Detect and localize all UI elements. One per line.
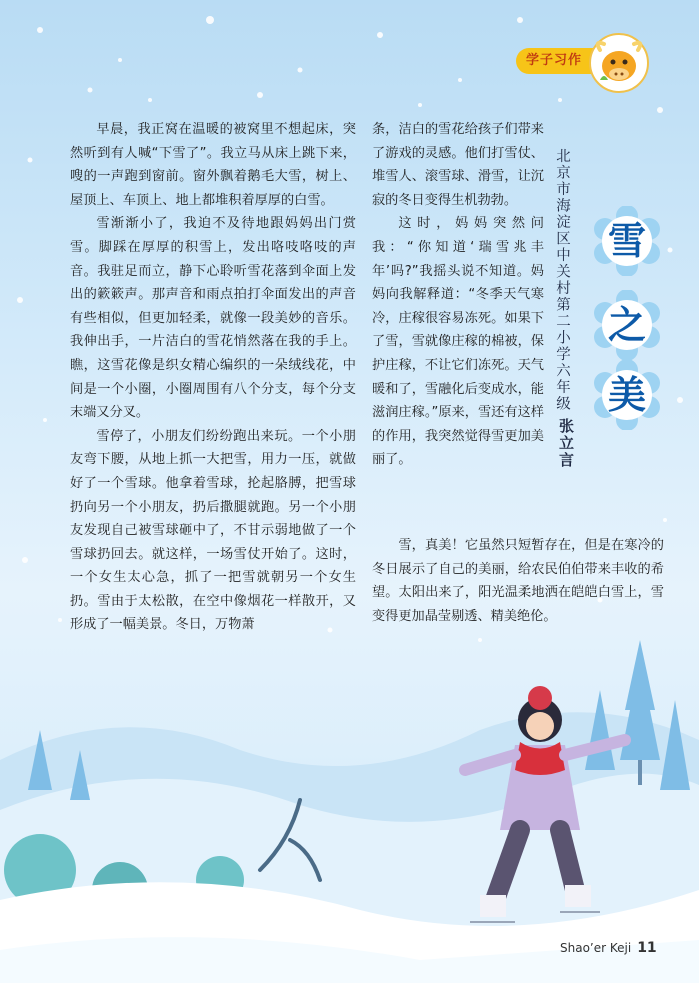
author-name: 张立言 <box>557 418 575 469</box>
page-number: 11 <box>637 940 657 956</box>
page-footer <box>560 940 657 956</box>
article-column-1 <box>70 118 356 637</box>
paragraph: 早晨，我正窝在温暖的被窝里不想起床，突然听到有人喊“下雪了”。我立马从床上跳下来，嗖的一声跑到窗前。窗外飘着鹅毛大雪，树上、屋顶上、车顶上、地上都堆积着厚厚的白雪。 <box>70 122 356 208</box>
title-char-box <box>592 360 662 430</box>
article-column-2 <box>372 118 544 472</box>
paragraph: 雪渐渐小了，我迫不及待地跟妈妈出门赏雪。脚踩在厚厚的积雪上，发出咯吱咯吱的声音。我驻足而立，静下心聆听雪花落到伞面上发出的簌簌声。那声音和雨点拍打伞面发出的声音有些相似，但更加轻柔，就像一段美妙的音乐。我伸出手，一片洁白的雪花悄然落在我的手上。瞧，这雪花像是织女精心编织的一朵绒线花，中间是一个小圈，小圈周围有八个分支，每个分支末端又分叉。 <box>70 216 356 421</box>
paragraph: 雪，真美！它虽然只短暂存在，但是在寒冷的冬日展示了自己的美丽，给农民伯伯带来丰收的希望。太阳出来了，阳光温柔地洒在皑皑白雪上，雪变得更加晶莹剔透、精美绝伦。 <box>372 538 664 624</box>
article-conclusion <box>372 534 664 628</box>
paragraph: 这时，妈妈突然问我：“你知道‘瑞雪兆丰年’吗?”我摇头说不知道。妈妈向我解释道：“冬季天气寒冷，庄稼很容易冻死。如果下了雪，雪就像庄稼的棉被，保护庄稼，不让它们冻死。天气暖和了，雪融化后变成水，能滋润庄稼。”原来，雪还有这样的作用，我突然觉得雪更加美丽了。 <box>372 216 544 468</box>
winter-scene-illustration <box>0 640 699 983</box>
author-school: 北京市海淀区中关村第二小学六年级 <box>554 148 570 412</box>
title-char-box <box>592 206 662 276</box>
title-char: 美 <box>607 372 646 417</box>
paragraph: 雪停了，小朋友们纷纷跑出来玩。一个小朋友弯下腰，从地上抓一大把雪，用力一压，就做好了一个雪球。他拿着雪球，抡起胳膊，把雪球扔向另一个小朋友，扔后撒腿就跑。另一个小朋友发现自己被雪球砸中了，不甘示弱地做了一个雪球扔回去。就这样，一场雪仗开始了。这时，一个女生太心急，抓了一把雪就朝另一个女生扔。雪由于太松散，在空中像烟花一样散开，又形成了一幅美景。冬日，万物萧 <box>70 428 356 633</box>
title-char: 之 <box>607 302 646 347</box>
paragraph: 条，洁白的雪花给孩子们带来了游戏的灵感。他们打雪仗、堆雪人、滚雪球、滑雪，让沉寂的冬日变得生机勃勃。 <box>372 122 544 208</box>
ox-mascot-icon <box>588 32 650 94</box>
title-char: 雪 <box>607 218 646 263</box>
title-char-box <box>592 290 662 360</box>
section-badge: 学子习作 <box>516 48 606 74</box>
magazine-name: Shao’er Keji <box>560 941 632 955</box>
